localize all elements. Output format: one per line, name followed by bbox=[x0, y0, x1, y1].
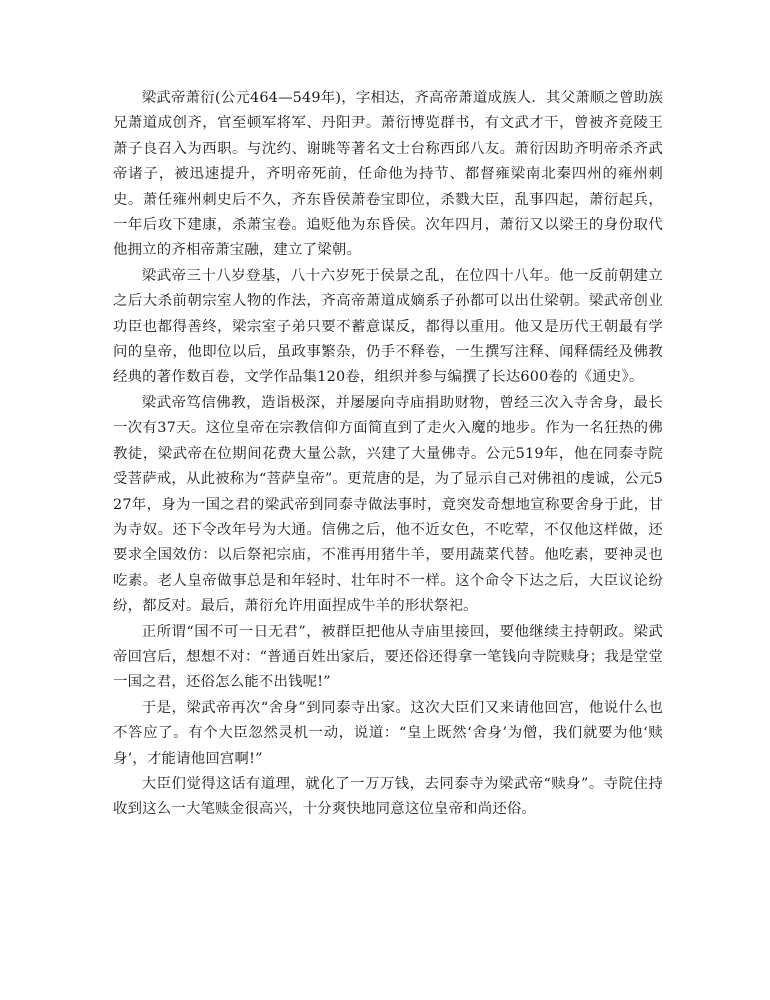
paragraph-1: 梁武帝萧衍(公元464—549年)，字相达，齐高帝萧道成族人．其父萧顺之曾助族兄萧道成创齐，官至顿军将军、丹阳尹。萧衍博览群书，有文武才干，曾被齐竞陵王萧子良召入为西职。与沈约、谢眺等著名文士台称西邱八友。萧衍因助齐明帝杀齐武帝诸子，被迅速提升，齐明帝死前，任命他为持节、都督雍梁南北秦四州的雍州刺史。萧任雍州刺史后不久，齐东昏侯萧卷宝即位，杀戮大臣，乱事四起，萧衍起兵，一年后攻下建康，杀萧宝卷。追贬他为东昏侯。次年四月，萧衍又以梁王的身份取代他拥立的齐相帝萧宝融，建立了梁朝。 bbox=[113, 90, 663, 259]
paragraph-3: 梁武帝笃信佛教，造诣极深，并屡屡向寺庙捐助财物，曾经三次入寺舍身，最长一次有37天。这位皇帝在宗教信仰方面简直到了走火入魔的地步。作为一名狂热的佛教徒，梁武帝在位期间花费大量公款，兴建了大量佛寺。公元519年，他在同泰寺院受菩萨戒，从此被称为“菩萨皇帝”。更荒唐的是，为了显示自己对佛祖的虔诚，公元527年，身为一国之君的梁武帝到同泰寺做法事时，竟突发奇想地宣称要舍身于此，甘为寺奴。还下令改年号为大通。信佛之后，他不近女色，不吃荤，不仅他这样做，还要求全国效仿：以后祭祀宗庙，不准再用猪牛羊，要用蔬菜代替。他吃素，要神灵也吃素。老人皇帝做事总是和年轻时、壮年时不一样。这个命令下达之后，大臣议论纷纷，都反对。最后，萧衍允许用面捏成牛羊的形状祭祀。 bbox=[113, 394, 663, 615]
paragraph-5: 于是，梁武帝再次“舍身”到同泰寺出家。这次大臣们又来请他回宫，他说什么也不答应了。有个大臣忽然灵机一动，说道：“皇上既然‘舍身’为僧，我们就要为他‘赎身’，才能请他回宫啊!” bbox=[113, 699, 663, 767]
paragraph-6: 大臣们觉得这话有道理，就化了一万万钱，去同泰寺为梁武帝“赎身”。寺院住持收到这么一大笔赎金很高兴，十分爽快地同意这位皇帝和尚还俗。 bbox=[113, 775, 663, 818]
paragraph-2: 梁武帝三十八岁登基，八十六岁死于侯景之乱，在位四十八年。他一反前朝建立之后大杀前朝宗室人物的作法，齐高帝萧道成嫡系子孙都可以出仕梁朝。梁武帝创业功臣也都得善终，梁宗室子弟只要不蓄意谋反，都得以重用。他又是历代王朝最有学问的皇帝，他即位以后，虽政事繁杂，仍手不释卷，一生撰写注释、闻释儒经及佛教经典的著作数百卷，文学作品集120卷，组织并参与编撰了长达600卷的《通史》。 bbox=[113, 267, 663, 386]
paragraph-4: 正所谓“国不可一日无君”，被群臣把他从寺庙里接回，要他继续主持朝政。梁武帝回宫后，想想不对：“普通百姓出家后，要还俗还得拿一笔钱向寺院赎身；我是堂堂一国之君，还俗怎么能不出钱呢!” bbox=[113, 623, 663, 691]
document-body bbox=[113, 86, 663, 823]
